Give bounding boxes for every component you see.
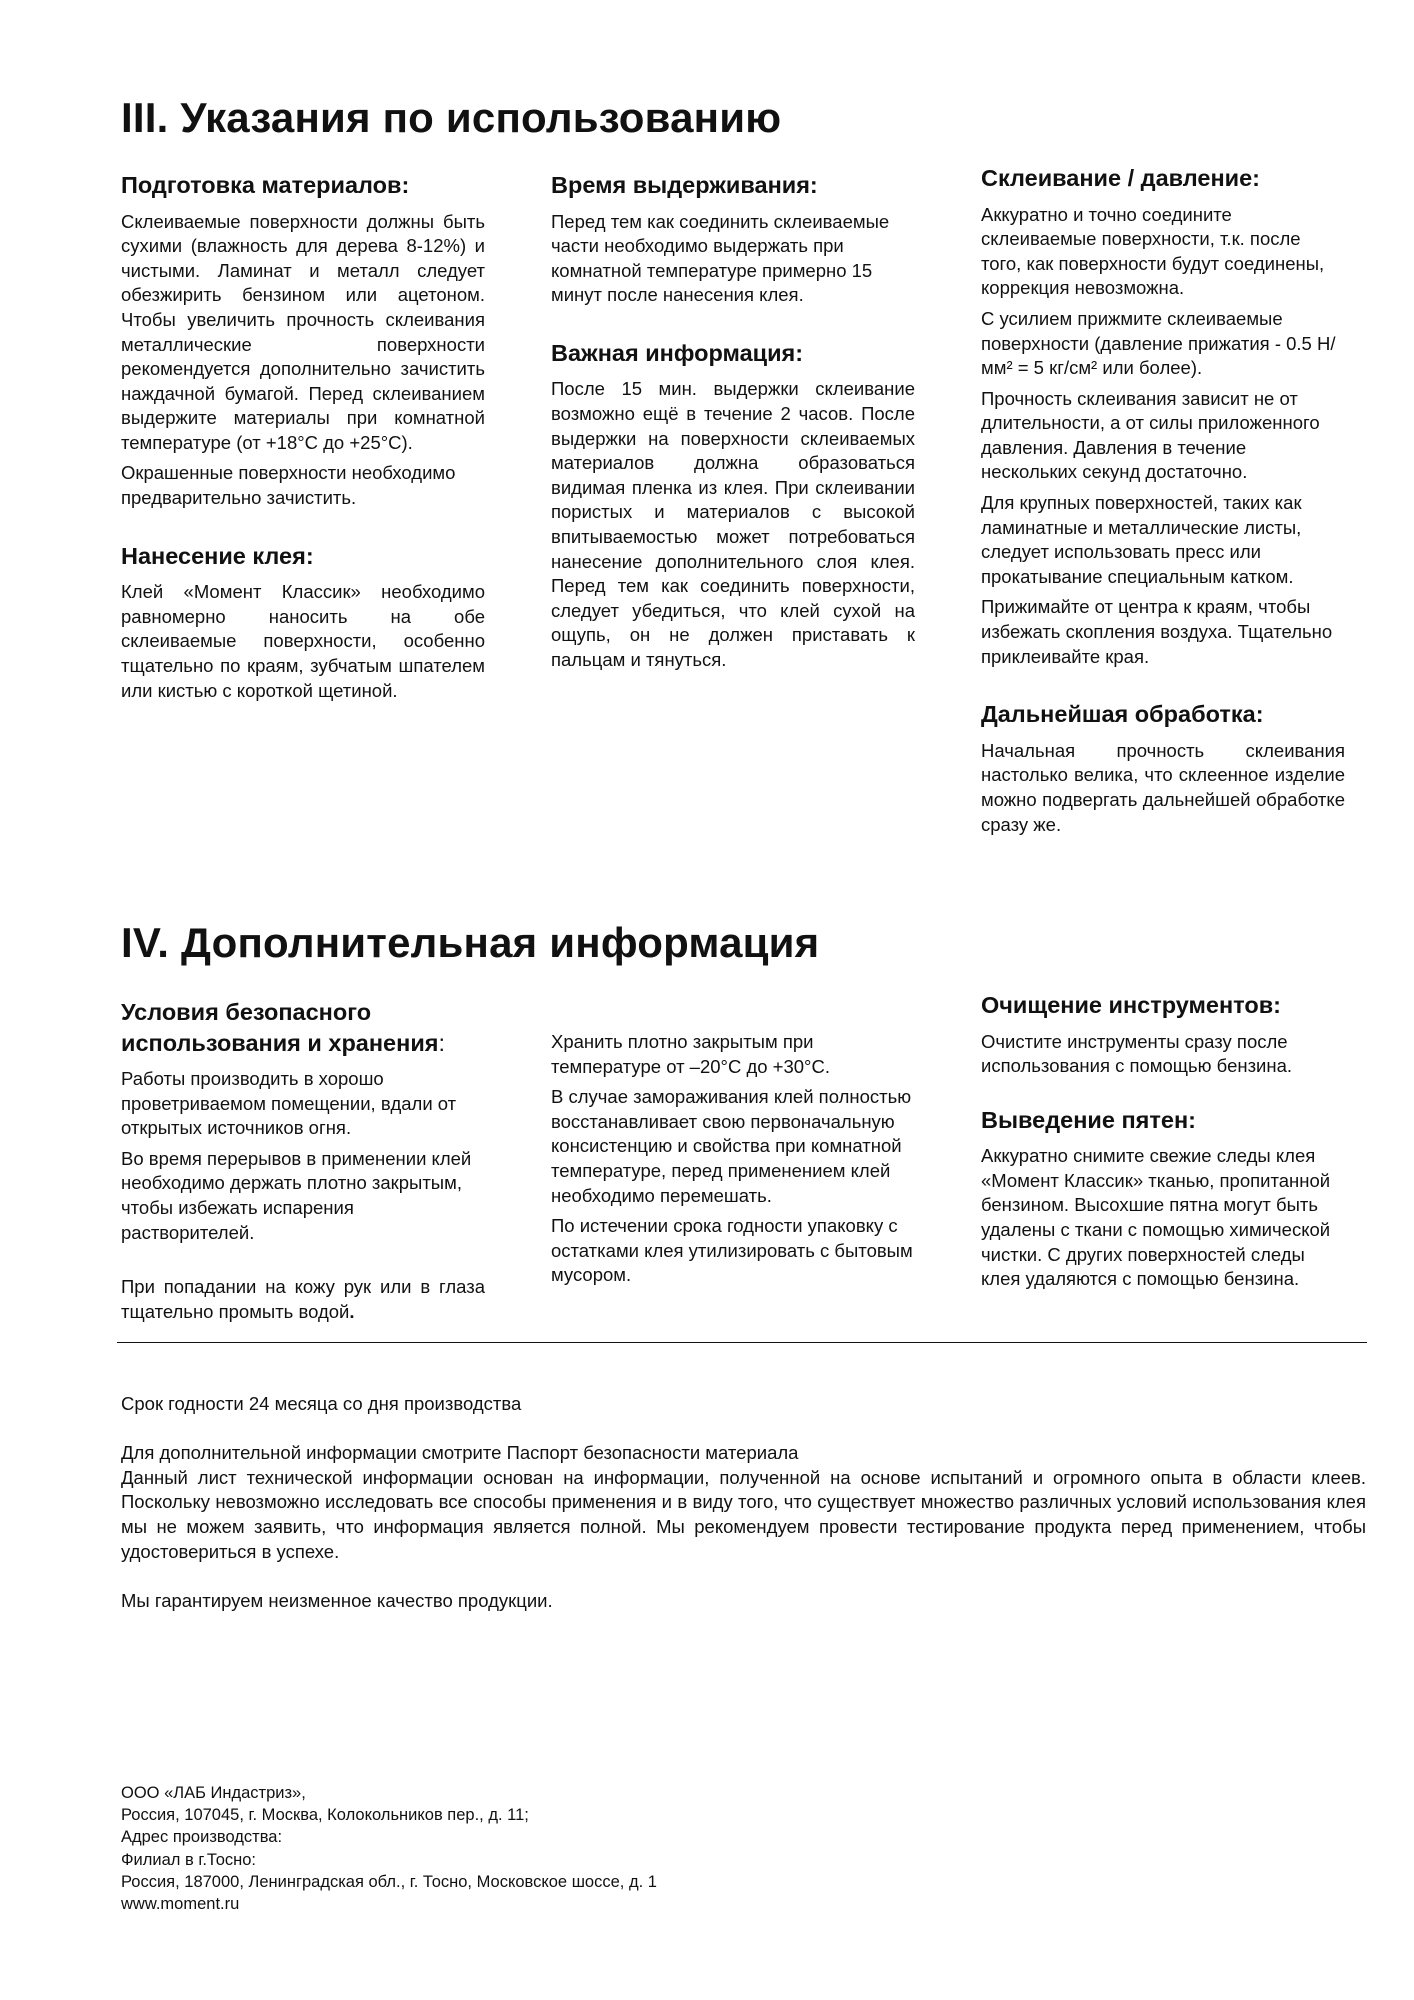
stains-text-1: Аккуратно снимите свежие следы клея «Момент Классик» тканью, пропитанной бензином. Высохшие пятна могут быть удалены с ткани с помощью химической чистки. С других поверхностей следы клея удаляются с помощью бензина. [981, 1145, 1331, 1290]
col-cleaning-stains [981, 990, 1345, 1298]
shelf-life: Срок годности 24 месяца со дня производства [121, 1393, 522, 1414]
section-3-title: III. Указания по использованию [121, 94, 782, 141]
important-text-1: После 15 мин. выдержки склеивание возможно ещё в течение 2 часов. После выдержки на поверхности склеиваемых материалов должна образоваться видимая пленка из клея. При склеивании пористых и материалов с высокой впитываемостью может потребоваться нанесение дополнительного слоя клея. Перед тем как соединить поверхности, следует убедиться, что клей сухой на ощупь, он не должен приставать к пальцам и тянуться. [551, 378, 915, 670]
safety-heading: Условия безопасного использования и хранения: [121, 999, 446, 1056]
press-heading: Склеивание / давление: [981, 165, 1261, 191]
address-line: Адрес производства: [121, 1828, 283, 1847]
col-hold-important [551, 170, 915, 679]
footer [121, 1392, 1366, 1613]
section-divider [117, 1342, 1367, 1343]
apply-text-1: Клей «Момент Классик» необходимо равномерно наносить на обе склеиваемые поверхности, особенно тщательно по краям, зубчатым шпателем или кистью с короткой щетиной. [121, 581, 485, 701]
prep-text-2: Окрашенные поверхности необходимо предварительно зачистить. [121, 462, 456, 509]
storage-text-1: Хранить плотно закрытым при температуре от –20°С до +30°С. [551, 1031, 830, 1077]
cleaning-heading: Очищение инструментов: [981, 992, 1282, 1018]
msds-note: Для дополнительной информации смотрите Паспорт безопасности материала [121, 1442, 799, 1464]
address-line: Филиал в г.Тосно: [121, 1850, 257, 1869]
further-heading: Дальнейшая обработка: [981, 701, 1264, 728]
apply-heading: Нанесение клея: [121, 542, 314, 569]
press-text-5: Прижимайте от центра к краям, чтобы избежать скопления воздуха. Тщательно приклеивайте края. [981, 596, 1333, 667]
safety-text-2: Во время перерывов в применении клей необходимо держать плотно закрытым, чтобы избежать испарения растворителей. [121, 1147, 472, 1243]
press-text-3: Прочность склеивания зависит не от длительности, а от силы приложенного давления. Давления в течение нескольких секунд достаточно. [981, 387, 1320, 483]
prep-heading: Подготовка материалов: [121, 172, 410, 198]
prep-text-1: Склеиваемые поверхности должны быть сухими (влажность для дерева 8-12%) и чистыми. Ламинат и металл следует обезжирить бензином или ацетоном. Чтобы увеличить прочность склеивания металлические поверхности рекомендуется дополнительно зачистить наждачной бумагой. Перед склеиванием выдержите материалы при комнатной температуре (от +18°С до +25°С). [121, 210, 485, 453]
press-text-1: Аккуратно и точно соедините склеиваемые поверхности, т.к. после того, как поверхности будут соединены, коррекция невозможна. [981, 203, 1325, 299]
disclaimer: Данный лист технической информации основан на информации, полученной на основе испытаний и огромного опыта в области клеев. Поскольку невозможно исследовать все способы применения и в виду того, что существует множество различных условий использования клея мы не можем заявить, что информация является полной. Мы рекомендуем провести тестирование продукта перед применением, чтобы удостовериться в успехе. [121, 1466, 1366, 1562]
important-heading: Важная информация: [551, 339, 804, 366]
quality-guarantee: Мы гарантируем неизменное качество продукции. [121, 1589, 553, 1611]
address-line: Россия, 107045, г. Москва, Колокольников пер., д. 11; [121, 1806, 529, 1825]
col-storage [551, 1030, 915, 1294]
cleaning-text-1: Очистите инструменты сразу после использования с помощью бензина. [981, 1030, 1293, 1077]
col-press-further [981, 163, 1345, 843]
hold-text-1: Перед тем как соединить склеиваемые части необходимо выдержать при комнатной температуре примерно 15 минут после нанесения клея. [551, 210, 890, 306]
company-address [121, 1782, 821, 1915]
storage-text-2: В случае замораживания клей полностью восстанавливает свою первоначальную консистенцию и свойства при комнатной температуре, перед применением клей необходимо перемешать. [551, 1086, 912, 1206]
address-line: Россия, 187000, Ленинградская обл., г. Тосно, Московское шоссе, д. 1 [121, 1872, 657, 1891]
storage-text-3: По истечении срока годности упаковку с остатками клея утилизировать с бытовым мусором. [551, 1215, 913, 1286]
hold-heading: Время выдерживания: [551, 172, 818, 198]
col-prep-apply [121, 170, 485, 709]
press-text-2: С усилием прижмите склеиваемые поверхности (давление прижатия - 0.5 Н/мм² = 5 кг/см² или более). [981, 307, 1336, 379]
safety-text-3: При попадании на кожу рук или в глаза тщательно промыть водой. [121, 1276, 485, 1322]
address-line: ООО «ЛАБ Индастриз», [121, 1784, 306, 1802]
section-4-title: IV. Дополнительная информация [121, 919, 820, 966]
press-text-4: Для крупных поверхностей, таких как ламинатные и металлические листы, следует использовать пресс или прокатывание специальным катком. [981, 492, 1302, 587]
col-safety [121, 997, 485, 1330]
stains-heading: Выведение пятен: [981, 1106, 1196, 1133]
further-text-1: Начальная прочность склеивания настолько велика, что склеенное изделие можно подвергать дальнейшей обработке сразу же. [981, 739, 1345, 835]
website-link[interactable]: www.moment.ru [121, 1895, 240, 1914]
safety-text-1: Работы производить в хорошо проветриваемом помещении, вдали от открытых источников огня. [121, 1068, 457, 1139]
